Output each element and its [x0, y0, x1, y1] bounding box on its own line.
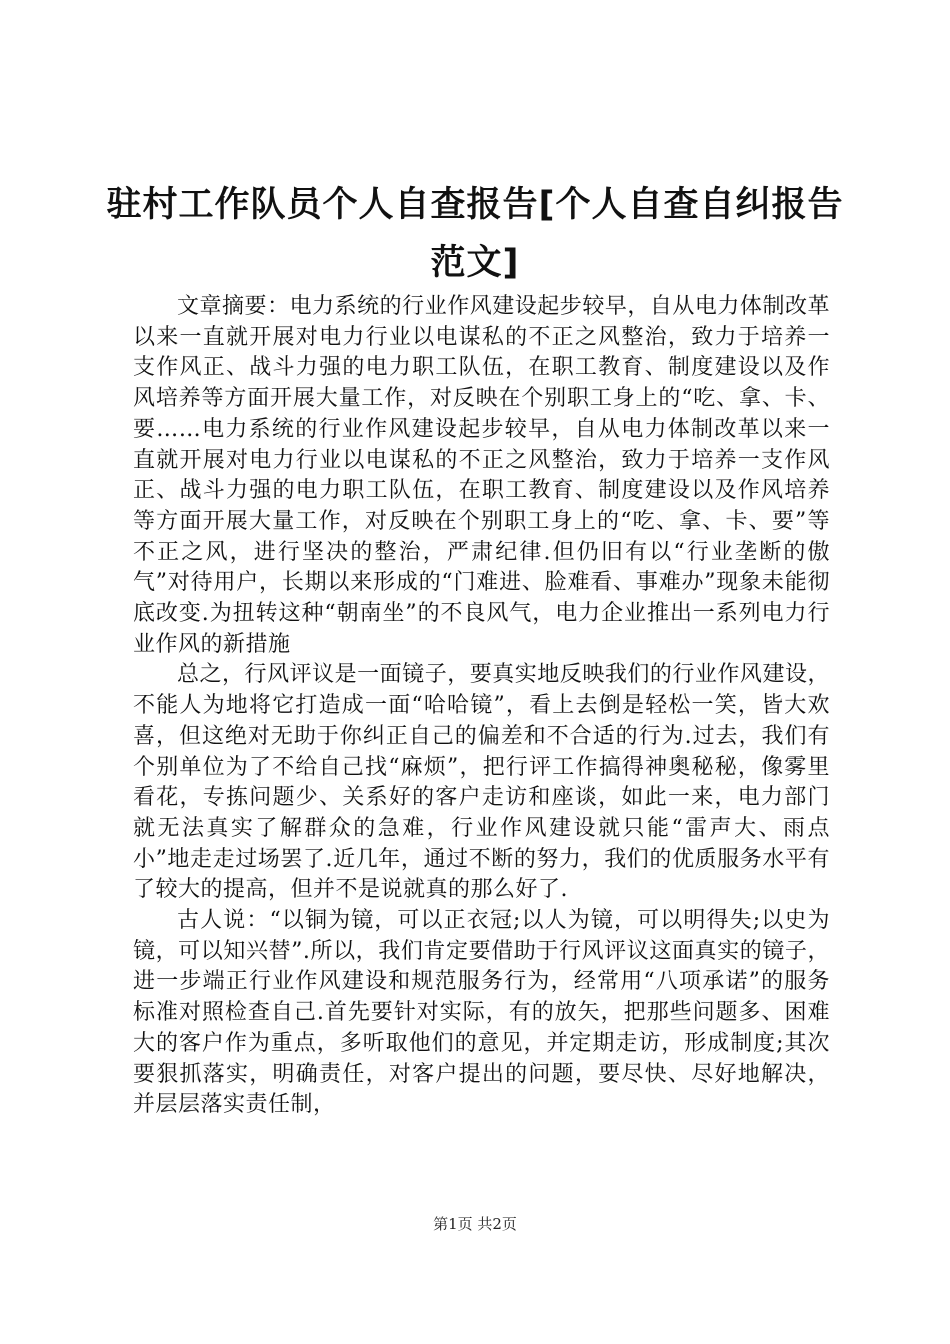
document-title: 驻村工作队员个人自查报告[个人自查自纠报告范文]: [106, 185, 844, 283]
paragraph-ancient-saying: 古人说：“以铜为镜，可以正衣冠;以人为镜，可以明得失;以史为镜，可以知兴替”.所以，我们肯定要借助于行风评议这面真实的镜子，进一步端正行业作风建设和规范服务行为，经常用“八项承诺”的服务标准对照检查自己.首先要针对实际，有的放矢，把那些问题多、困难大的客户作为重点，多听取他们的意见，并定期走访，形成制度;其次要狠抓落实，明确责任，对客户提出的问题，要尽快、尽好地解决，并层层落实责任制，: [133, 908, 830, 1118]
document-body: [133, 292, 830, 1121]
paragraph-summary: 总之，行风评议是一面镜子，要真实地反映我们的行业作风建设，不能人为地将它打造成一面“哈哈镜”，看上去倒是轻松一笑，皆大欢喜，但这绝对无助于你纠正自己的偏差和不合适的行为.过去，我们有个别单位为了不给自己找“麻烦”，把行评工作搞得神奥秘秘，像雾里看花，专拣问题少、关系好的客户走访和座谈，如此一来，电力部门就无法真实了解群众的急难，行业作风建设就只能“雷声大、雨点小”地走走过场罢了.近几年，通过不断的努力，我们的优质服务水平有了较大的提高，但并不是说就真的那么好了.: [133, 662, 830, 903]
paragraph-abstract: 文章摘要：电力系统的行业作风建设起步较早，自从电力体制改革以来一直就开展对电力行业以电谋私的不正之风整治，致力于培养一支作风正、战斗力强的电力职工队伍，在职工教育、制度建设以及作风培养等方面开展大量工作，对反映在个别职工身上的“吃、拿、卡、要……电力系统的行业作风建设起步较早，自从电力体制改革以来一直就开展对电力行业以电谋私的不正之风整治，致力于培养一支作风正、战斗力强的电力职工队伍，在职工教育、制度建设以及作风培养等方面开展大量工作，对反映在个别职工身上的“吃、拿、卡、要”等不正之风，进行坚决的整治，严肃纪律.但仍旧有以“行业垄断的傲气”对待用户，长期以来形成的“门难进、脸难看、事难办”现象未能彻底改变.为扭转这种“朝南坐”的不良风气，电力企业推出一系列电力行业作风的新措施: [133, 294, 830, 657]
page-number-footer: 第1页 共2页: [433, 1215, 517, 1233]
